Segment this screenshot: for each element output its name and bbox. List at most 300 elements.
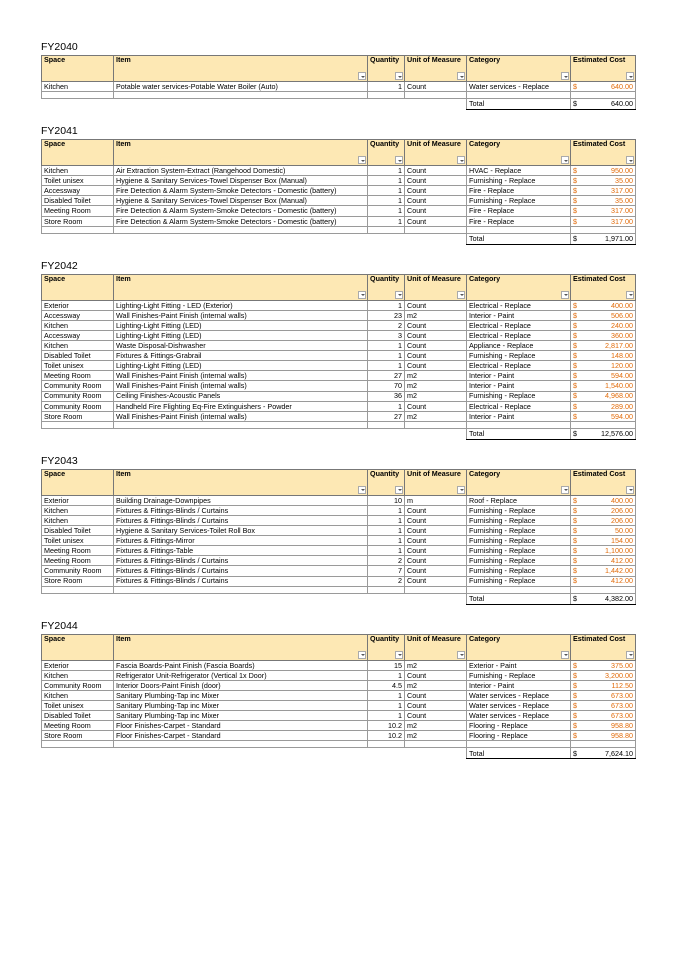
currency-symbol: $ (573, 361, 577, 371)
cell-space[interactable]: Meeting Room (42, 556, 114, 566)
header-category (467, 469, 571, 495)
cell-quantity[interactable]: 1 (368, 341, 405, 351)
currency-symbol: $ (573, 216, 577, 226)
cell-item[interactable]: Wall Finishes-Paint Finish (internal walls) (114, 411, 368, 421)
cost-table (41, 469, 636, 605)
table-row (42, 330, 636, 340)
cost-value: 206.00 (611, 505, 633, 515)
cell-category[interactable]: Furnishing - Replace (467, 176, 571, 186)
cell-item[interactable]: Handheld Fire Flighting Eq-Fire Extinguishers - Powder (114, 401, 368, 411)
cell-category[interactable]: Furnishing - Replace (467, 351, 571, 361)
cell-quantity[interactable]: 10 (368, 495, 405, 505)
cell-item[interactable]: Fire Detection & Alarm System-Smoke Detectors - Domestic (battery) (114, 216, 368, 226)
cell-unit[interactable]: Count (405, 196, 467, 206)
cell-space[interactable]: Exterior (42, 660, 114, 670)
filter-dropdown-icon[interactable] (457, 72, 465, 80)
cell-cost[interactable] (571, 536, 636, 546)
filter-dropdown-icon[interactable] (395, 291, 403, 299)
cell-quantity[interactable]: 4.5 (368, 680, 405, 690)
cell-space[interactable]: Store Room (42, 411, 114, 421)
cell-quantity[interactable]: 1 (368, 361, 405, 371)
filter-dropdown-icon[interactable] (561, 651, 569, 659)
cell-unit[interactable]: m2 (405, 381, 467, 391)
filter-dropdown-icon[interactable] (457, 291, 465, 299)
header-unit (405, 469, 467, 495)
cell-space[interactable]: Kitchen (42, 670, 114, 680)
cell-category[interactable]: Interior - Paint (467, 381, 571, 391)
cell-category[interactable]: Exterior - Paint (467, 660, 571, 670)
cell-space[interactable]: Disabled Toilet (42, 526, 114, 536)
cell-item[interactable]: Interior Doors-Paint Finish (door) (114, 680, 368, 690)
cell-cost[interactable] (571, 495, 636, 505)
cell-category[interactable]: Electrical - Replace (467, 401, 571, 411)
currency-symbol: $ (573, 351, 577, 361)
cell-quantity[interactable]: 1 (368, 300, 405, 310)
cell-quantity[interactable]: 10.2 (368, 731, 405, 741)
cell-item[interactable]: Sanitary Plumbing-Tap inc Mixer (114, 711, 368, 721)
filter-dropdown-icon[interactable] (561, 291, 569, 299)
cell-category[interactable]: Furnishing - Replace (467, 505, 571, 515)
cell-unit[interactable]: m (405, 495, 467, 505)
cell-unit[interactable]: Count (405, 330, 467, 340)
filter-dropdown-icon[interactable] (561, 72, 569, 80)
cell-cost[interactable] (571, 341, 636, 351)
cell-quantity[interactable]: 27 (368, 411, 405, 421)
cell-unit[interactable]: Count (405, 341, 467, 351)
cell-quantity[interactable]: 1 (368, 166, 405, 176)
cell-cost[interactable] (571, 731, 636, 741)
cell-cost[interactable] (571, 566, 636, 576)
cell-item[interactable]: Refrigerator Unit-Refrigerator (Vertical 1x Door) (114, 670, 368, 680)
cell-space[interactable]: Disabled Toilet (42, 196, 114, 206)
cost-value: 360.00 (611, 330, 633, 340)
cell-unit[interactable]: Count (405, 711, 467, 721)
cell-unit[interactable]: Count (405, 526, 467, 536)
cell-cost[interactable] (571, 310, 636, 320)
cell-quantity[interactable]: 1 (368, 526, 405, 536)
cell-space[interactable]: Community Room (42, 401, 114, 411)
table-row (42, 196, 636, 206)
header-category (467, 56, 571, 82)
cost-value: 673.00 (611, 711, 633, 721)
cell-cost[interactable] (571, 401, 636, 411)
cell-category[interactable]: Fire - Replace (467, 206, 571, 216)
blank-cell (114, 233, 368, 244)
cell-space[interactable]: Toilet unisex (42, 176, 114, 186)
filter-dropdown-icon[interactable] (457, 486, 465, 494)
header-space (42, 469, 114, 495)
cell-quantity[interactable]: 23 (368, 310, 405, 320)
cell-cost[interactable] (571, 361, 636, 371)
cell-quantity[interactable]: 1 (368, 515, 405, 525)
cost-value: 375.00 (611, 660, 633, 670)
cell-item[interactable]: Wall Finishes-Paint Finish (internal walls) (114, 381, 368, 391)
currency-symbol: $ (573, 381, 577, 391)
cell-space[interactable]: Toilet unisex (42, 536, 114, 546)
filter-dropdown-icon[interactable] (457, 651, 465, 659)
cell-quantity[interactable]: 1 (368, 546, 405, 556)
cell-item[interactable]: Waste Disposal-Dishwasher (114, 341, 368, 351)
cell-quantity[interactable]: 1 (368, 670, 405, 680)
cell-cost[interactable] (571, 680, 636, 690)
filter-dropdown-icon[interactable] (395, 156, 403, 164)
cell-category[interactable]: Electrical - Replace (467, 361, 571, 371)
blank-cell (368, 99, 405, 110)
header-space-label: Space (44, 634, 66, 643)
cell-unit[interactable]: Count (405, 166, 467, 176)
cell-space[interactable]: Kitchen (42, 341, 114, 351)
cell-space[interactable]: Accessway (42, 310, 114, 320)
cell-space[interactable]: Community Room (42, 391, 114, 401)
cell-unit[interactable]: Count (405, 515, 467, 525)
cell-unit[interactable]: Count (405, 186, 467, 196)
cell-unit[interactable]: Count (405, 351, 467, 361)
cell-quantity[interactable]: 1 (368, 701, 405, 711)
table-row (42, 341, 636, 351)
blank-cell (42, 586, 114, 593)
fy-section (41, 124, 635, 245)
filter-dropdown-icon[interactable] (457, 156, 465, 164)
filter-dropdown-icon[interactable] (561, 156, 569, 164)
cell-cost[interactable] (571, 330, 636, 340)
cell-item[interactable]: Ceiling Finishes-Acoustic Panels (114, 391, 368, 401)
cell-quantity[interactable]: 1 (368, 711, 405, 721)
filter-dropdown-icon[interactable] (561, 486, 569, 494)
cell-unit[interactable]: Count (405, 176, 467, 186)
filter-dropdown-icon[interactable] (358, 156, 366, 164)
blank-cell (114, 92, 368, 99)
cell-category[interactable]: Fire - Replace (467, 216, 571, 226)
cell-category[interactable]: Interior - Paint (467, 411, 571, 421)
cell-category[interactable]: Furnishing - Replace (467, 670, 571, 680)
cell-category[interactable]: Furnishing - Replace (467, 546, 571, 556)
cell-unit[interactable]: Count (405, 701, 467, 711)
cell-quantity[interactable]: 1 (368, 351, 405, 361)
cell-unit[interactable]: Count (405, 566, 467, 576)
filter-dropdown-icon[interactable] (395, 651, 403, 659)
cell-item[interactable]: Hygiene & Sanitary Services-Towel Dispenser Box (Manual) (114, 196, 368, 206)
cell-quantity[interactable]: 70 (368, 381, 405, 391)
cell-quantity[interactable]: 1 (368, 536, 405, 546)
cell-space[interactable]: Toilet unisex (42, 361, 114, 371)
blank-cell (42, 741, 114, 748)
cell-item[interactable]: Fixtures & Fittings-Blinds / Curtains (114, 576, 368, 586)
cell-space[interactable]: Disabled Toilet (42, 711, 114, 721)
cell-category[interactable]: Water services - Replace (467, 711, 571, 721)
cell-cost[interactable] (571, 82, 636, 92)
header-cost-label: Estimated Cost (573, 634, 626, 643)
cell-space[interactable]: Exterior (42, 300, 114, 310)
cell-category[interactable]: Furnishing - Replace (467, 515, 571, 525)
filter-dropdown-icon[interactable] (358, 291, 366, 299)
cell-category[interactable]: Water services - Replace (467, 701, 571, 711)
cell-unit[interactable]: Count (405, 556, 467, 566)
cell-item[interactable]: Lighting-Light Fitting - LED (Exterior) (114, 300, 368, 310)
cell-quantity[interactable]: 1 (368, 196, 405, 206)
cell-cost[interactable] (571, 556, 636, 566)
cell-category[interactable]: Furnishing - Replace (467, 391, 571, 401)
cell-category[interactable]: Furnishing - Replace (467, 566, 571, 576)
filter-dropdown-icon[interactable] (395, 486, 403, 494)
cell-item[interactable]: Sanitary Plumbing-Tap inc Mixer (114, 701, 368, 711)
cell-space[interactable]: Community Room (42, 566, 114, 576)
header-item (114, 634, 368, 660)
currency-symbol: $ (573, 310, 577, 320)
blank-cell (467, 226, 571, 233)
cell-unit[interactable]: Count (405, 690, 467, 700)
cell-space[interactable]: Store Room (42, 731, 114, 741)
currency-symbol: $ (573, 81, 577, 91)
cell-item[interactable]: Wall Finishes-Paint Finish (internal walls) (114, 371, 368, 381)
cell-space[interactable]: Kitchen (42, 505, 114, 515)
cell-unit[interactable]: Count (405, 361, 467, 371)
cell-space[interactable]: Kitchen (42, 320, 114, 330)
header-item-label: Item (116, 469, 131, 478)
cost-value: 412.00 (611, 556, 633, 566)
cell-cost[interactable] (571, 206, 636, 216)
blank-cell (368, 226, 405, 233)
cell-category[interactable]: Water services - Replace (467, 690, 571, 700)
cell-unit[interactable]: Count (405, 401, 467, 411)
cell-category[interactable]: Flooring - Replace (467, 731, 571, 741)
cell-unit[interactable]: m2 (405, 680, 467, 690)
cell-quantity[interactable]: 2 (368, 320, 405, 330)
cell-category[interactable]: Furnishing - Replace (467, 526, 571, 536)
cell-unit[interactable]: Count (405, 546, 467, 556)
header-item-label: Item (116, 139, 131, 149)
total-value: 7,624.10 (605, 748, 633, 758)
cell-space[interactable]: Kitchen (42, 82, 114, 92)
blank-cell (405, 741, 467, 748)
cell-cost[interactable] (571, 391, 636, 401)
cell-cost[interactable] (571, 186, 636, 196)
cell-unit[interactable]: m2 (405, 411, 467, 421)
cell-item[interactable]: Fixtures & Fittings-Table (114, 546, 368, 556)
cell-item[interactable]: Fixtures & Fittings-Blinds / Curtains (114, 566, 368, 576)
cell-quantity[interactable]: 15 (368, 660, 405, 670)
cell-unit[interactable]: m2 (405, 310, 467, 320)
cell-cost[interactable] (571, 505, 636, 515)
header-cost-label: Estimated Cost (573, 469, 626, 478)
currency-symbol: $ (573, 711, 577, 721)
cell-category[interactable]: Furnishing - Replace (467, 536, 571, 546)
cell-category[interactable]: Furnishing - Replace (467, 556, 571, 566)
cell-space[interactable]: Community Room (42, 680, 114, 690)
total-label: Total (467, 233, 571, 244)
cell-quantity[interactable]: 1 (368, 690, 405, 700)
cell-quantity[interactable]: 1 (368, 505, 405, 515)
cell-space[interactable]: Meeting Room (42, 546, 114, 556)
cell-item[interactable]: Wall Finishes-Paint Finish (internal walls) (114, 310, 368, 320)
cell-category[interactable]: Furnishing - Replace (467, 196, 571, 206)
fy-title: FY2043 (41, 454, 78, 467)
cell-space[interactable]: Meeting Room (42, 206, 114, 216)
cell-cost[interactable] (571, 690, 636, 700)
cell-quantity[interactable]: 1 (368, 82, 405, 92)
header-quantity (368, 56, 405, 82)
cell-item[interactable]: Building Drainage-Downpipes (114, 495, 368, 505)
currency-symbol: $ (573, 546, 577, 556)
cell-unit[interactable]: Count (405, 216, 467, 226)
filter-dropdown-icon[interactable] (626, 651, 634, 659)
cell-category[interactable]: Electrical - Replace (467, 330, 571, 340)
cell-quantity[interactable]: 2 (368, 556, 405, 566)
cell-cost[interactable] (571, 371, 636, 381)
cell-unit[interactable]: Count (405, 670, 467, 680)
cell-space[interactable]: Toilet unisex (42, 701, 114, 711)
section-gap (41, 110, 635, 124)
cell-unit[interactable]: m2 (405, 371, 467, 381)
cell-item[interactable]: Fixtures & Fittings-Mirror (114, 536, 368, 546)
cell-category[interactable]: Appliance - Replace (467, 341, 571, 351)
cell-quantity[interactable]: 27 (368, 371, 405, 381)
filter-dropdown-icon[interactable] (626, 156, 634, 164)
currency-symbol: $ (573, 690, 577, 700)
cell-unit[interactable]: Count (405, 206, 467, 216)
cell-space[interactable]: Meeting Room (42, 371, 114, 381)
cell-quantity[interactable]: 36 (368, 391, 405, 401)
cell-item[interactable]: Fixtures & Fittings-Grabrail (114, 351, 368, 361)
cost-value: 1,100.00 (605, 546, 633, 556)
filter-dropdown-icon[interactable] (626, 291, 634, 299)
cell-cost[interactable] (571, 176, 636, 186)
cell-unit[interactable]: Count (405, 536, 467, 546)
cell-quantity[interactable]: 1 (368, 176, 405, 186)
cell-unit[interactable]: Count (405, 300, 467, 310)
cell-item[interactable]: Lighting-Light Fitting (LED) (114, 330, 368, 340)
blank-cell (42, 421, 114, 428)
cell-space[interactable]: Kitchen (42, 515, 114, 525)
cell-cost[interactable] (571, 711, 636, 721)
cell-space[interactable]: Community Room (42, 381, 114, 391)
cell-category[interactable]: Electrical - Replace (467, 320, 571, 330)
cell-cost[interactable] (571, 351, 636, 361)
cell-category[interactable]: Roof - Replace (467, 495, 571, 505)
cell-category[interactable]: HVAC - Replace (467, 166, 571, 176)
cell-quantity[interactable]: 1 (368, 206, 405, 216)
cell-space[interactable]: Meeting Room (42, 721, 114, 731)
cell-cost[interactable] (571, 196, 636, 206)
filter-dropdown-icon[interactable] (626, 72, 634, 80)
header-category (467, 634, 571, 660)
cell-unit[interactable]: Count (405, 82, 467, 92)
cell-item[interactable]: Lighting-Light Fitting (LED) (114, 320, 368, 330)
cell-category[interactable]: Interior - Paint (467, 310, 571, 320)
cell-cost[interactable] (571, 300, 636, 310)
cell-space[interactable]: Accessway (42, 330, 114, 340)
cost-value: 3,200.00 (605, 670, 633, 680)
cell-quantity[interactable]: 7 (368, 566, 405, 576)
cell-category[interactable]: Water services - Replace (467, 82, 571, 92)
blank-cell (42, 92, 114, 99)
blank-cell (405, 226, 467, 233)
cell-space[interactable]: Kitchen (42, 690, 114, 700)
cell-item[interactable]: Sanitary Plumbing-Tap inc Mixer (114, 690, 368, 700)
filter-dropdown-icon[interactable] (358, 72, 366, 80)
total-label: Total (467, 593, 571, 604)
cell-category[interactable]: Interior - Paint (467, 371, 571, 381)
cost-value: 400.00 (611, 300, 633, 310)
cell-quantity[interactable]: 1 (368, 216, 405, 226)
cell-cost[interactable] (571, 546, 636, 556)
cell-cost[interactable] (571, 216, 636, 226)
cell-quantity[interactable]: 3 (368, 330, 405, 340)
cell-quantity[interactable]: 1 (368, 401, 405, 411)
cell-quantity[interactable]: 1 (368, 186, 405, 196)
cell-cost[interactable] (571, 701, 636, 711)
cell-item[interactable]: Fascia Boards-Paint Finish (Fascia Boards) (114, 660, 368, 670)
cell-cost[interactable] (571, 320, 636, 330)
blank-cell (405, 421, 467, 428)
cell-unit[interactable]: m2 (405, 721, 467, 731)
cell-item[interactable]: Fixtures & Fittings-Blinds / Curtains (114, 515, 368, 525)
cell-unit[interactable]: Count (405, 505, 467, 515)
cell-cost[interactable] (571, 576, 636, 586)
cell-category[interactable]: Fire - Replace (467, 186, 571, 196)
cell-quantity[interactable]: 2 (368, 576, 405, 586)
cell-cost[interactable] (571, 381, 636, 391)
header-unit-label: Unit of Measure (407, 139, 461, 149)
blank-cell (114, 593, 368, 604)
blank-cell (571, 586, 636, 593)
cell-item[interactable]: Hygiene & Sanitary Services-Towel Dispenser Box (Manual) (114, 176, 368, 186)
cell-category[interactable]: Interior - Paint (467, 680, 571, 690)
header-category (467, 140, 571, 166)
filter-dropdown-icon[interactable] (358, 486, 366, 494)
cell-item[interactable]: Hygiene & Sanitary Services-Toilet Roll Box (114, 526, 368, 536)
cell-unit[interactable]: Count (405, 576, 467, 586)
filter-dropdown-icon[interactable] (626, 486, 634, 494)
cell-item[interactable]: Air Extraction System-Extract (Rangehood Domestic) (114, 166, 368, 176)
filter-dropdown-icon[interactable] (395, 72, 403, 80)
cell-item[interactable]: Fixtures & Fittings-Blinds / Curtains (114, 556, 368, 566)
cost-schedule (41, 40, 635, 759)
cell-category[interactable]: Electrical - Replace (467, 300, 571, 310)
cell-space[interactable]: Disabled Toilet (42, 351, 114, 361)
blank-cell (368, 428, 405, 439)
cell-cost[interactable] (571, 721, 636, 731)
cell-space[interactable]: Exterior (42, 495, 114, 505)
cell-cost[interactable] (571, 411, 636, 421)
cell-item[interactable]: Fire Detection & Alarm System-Smoke Detectors - Domestic (battery) (114, 206, 368, 216)
cell-item[interactable]: Floor Finishes-Carpet - Standard (114, 731, 368, 741)
cell-space[interactable]: Store Room (42, 216, 114, 226)
cell-item[interactable]: Fire Detection & Alarm System-Smoke Detectors - Domestic (battery) (114, 186, 368, 196)
cell-unit[interactable]: m2 (405, 391, 467, 401)
cell-cost[interactable] (571, 660, 636, 670)
cell-unit[interactable]: m2 (405, 731, 467, 741)
cell-item[interactable]: Fixtures & Fittings-Blinds / Curtains (114, 505, 368, 515)
cell-space[interactable]: Accessway (42, 186, 114, 196)
cell-space[interactable]: Store Room (42, 576, 114, 586)
cell-space[interactable]: Kitchen (42, 166, 114, 176)
cell-item[interactable]: Lighting-Light Fitting (LED) (114, 361, 368, 371)
filter-dropdown-icon[interactable] (358, 651, 366, 659)
cell-quantity[interactable]: 10.2 (368, 721, 405, 731)
cost-value: 35.00 (615, 196, 633, 206)
cell-unit[interactable]: Count (405, 320, 467, 330)
header-row (42, 274, 636, 300)
cell-cost[interactable] (571, 515, 636, 525)
cell-category[interactable]: Furnishing - Replace (467, 576, 571, 586)
cell-cost[interactable] (571, 526, 636, 536)
cell-cost[interactable] (571, 166, 636, 176)
cell-cost[interactable] (571, 670, 636, 680)
cell-unit[interactable]: m2 (405, 660, 467, 670)
cell-item[interactable]: Potable water services-Potable Water Boiler (Auto) (114, 82, 368, 92)
cell-category[interactable]: Flooring - Replace (467, 721, 571, 731)
cell-item[interactable]: Floor Finishes-Carpet - Standard (114, 721, 368, 731)
